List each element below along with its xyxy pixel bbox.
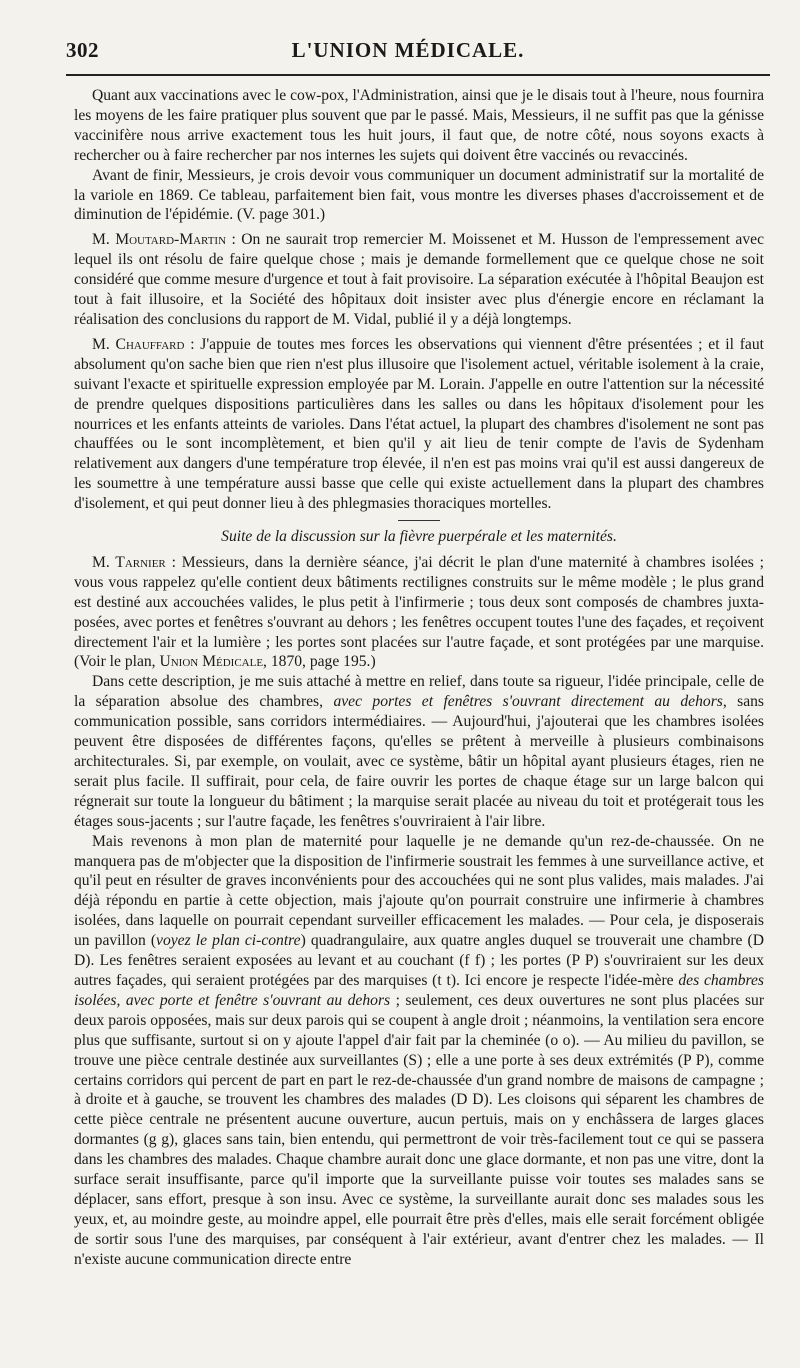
- emphasis-text: voyez le plan ci-contre: [156, 932, 301, 950]
- running-title: L'UNION MÉDICALE.: [291, 38, 525, 62]
- emphasis-text: des chambres isolées, avec porte et fenêtre s'ouvrant au dehors: [74, 971, 764, 1009]
- paragraph-maternity-plan: [74, 832, 764, 1270]
- section-heading: Suite de la discussion sur la fièvre puerpérale et les maternités.: [221, 528, 617, 546]
- paragraph-text: : Messieurs, dans la dernière séance, j'ai décrit le plan d'une maternité à chambres isolées ; vous vous rappelez qu'elle contient deux bâtiments rectilignes construits sur le même modèle ; le plus grand est destiné aux accouchées valides, le plus petit à l'infirmerie ; tous deux sont composés de chambres juxta-posées, avec portes et fenêtres s'ouvrant au dehors ; les fenêtres occupent toutes l'une des façades, et reçoivent directement l'air et la lumière ; les portes sont placées sur l'autre façade, et sont protégées par une marquise. (Voir le plan,: [74, 553, 764, 671]
- emphasis-text: avec portes et fenêtres s'ouvrant directement au dehors: [333, 693, 723, 711]
- paragraph-text: ) quadrangulaire, aux quatre angles duquel se trouverait une chambre (D D). Les fenêtres seraient exposées au levant et au couchant (f f) ; les portes (P P) s'ouvriraient sur les deux autres façades, qui seraient protégées par des marquises (t t). Ici encore je respecte l'idée-mère: [74, 932, 764, 989]
- paragraph-text: : J'appuie de toutes mes forces les observations qui viennent d'être présentées ; et il faut absolument qu'on sache bien que rien n'est plus illusoire que l'isolement actuel, véritable isolement à la craie, suivant l'exacte et spirituelle expression employée par M. Lorain. J'appelle en outre l'attention sur la nécessité de prendre quelques dispositions particulières dans les salles ou dans les hôpitaux d'isolement pour les nourrices et les enfants atteints de varioles. Dans l'état actuel, la plupart des chambres d'isolement ne sont pas chauffées ou le sont incomplètement, et bien qu'il y ait lieu de tenir compte de l'avis de Sydenham relativement aux dangers d'une température trop élevée, il n'en est pas moins vrai qu'il est aussi dangereux de les soumettre à une température aussi basse que celle qui existe actuellement dans la plupart des chambres d'isolement, et qui peut donner lieu à des phlegmasies thoraciques mortelles.: [74, 335, 764, 513]
- paragraph-text: , 1870, page 195.): [263, 653, 376, 671]
- speaker-name: M. Tarnier: [92, 553, 166, 571]
- section-divider: [398, 520, 440, 521]
- paragraph-text: ; seulement, ces deux ouvertures ne sont plus placées sur deux parois opposées, mais sur deux parois qui se coupent à angle droit ; néanmoins, la ventilation sera encore plus que suffisante, surtout si on y ajoute l'appel d'air fait par la cheminée (o o). — Au milieu du pavillon, se trouve une pièce centrale destinée aux surveillantes (S) ; elle a une porte à ses deux extrémités (P P), comme certains corridors qui percent de part en part le rez-de-chaussée d'un grand nombre de maisons de campagne ; à droite et à gauche, se trouvent les chambres des malades (D D). Les cloisons qui séparent les chambres de cette pièce centrale ne présentent aucune ouverture, aucun pertuis, mais on y enchâssera de larges glaces dormantes (g g), glaces sans tain, bien entendu, qui permettront de voir très-facilement tout ce qui se passera dans les chambres des malades. Chaque chambre aurait donc une glace dormante, et non pas une vitre, dont la surface serait insuffisante, parce qu'il importe que la surveillante puisse voir toutes ses malades sans se déplacer, sans effort, presque à son insu. Avec ce système, la surveillante aurait donc ses malades sous les yeux, et, au moindre geste, au moindre appel, elle pourrait être près d'elles, mais elle serait forcément obligée de sortir sous l'une des marquises, par conséquent à l'air extérieur, avant d'entrer chez les malades. — Il n'existe aucune communication directe entre: [74, 991, 765, 1268]
- paragraph-vaccinations: Quant aux vaccinations avec le cow-pox, l'Administration, ainsi que je le disais tout à l'heure, nous fournira les moyens de les faire pratiquer plus souvent que par le passé. Mais, Messieurs, il ne suffit pas que la génisse vaccinifère nous arrive exactement tous les huit jours, il faut que, de notre côté, nous soyons exacts à rechercher ou à faire rechercher par nos internes les sujets qui doivent être vaccinés ou revaccinés.: [74, 87, 764, 164]
- paragraph-text: Dans cette description, je me suis attaché à mettre en relief, dans toute sa rigueur, l'idée principale, celle de la séparation absolue des chambres,: [74, 673, 764, 711]
- speaker-name: M. Moutard-Martin: [92, 231, 227, 249]
- page-number: 302: [66, 38, 99, 62]
- paragraph-chauffard: [74, 335, 764, 514]
- paragraph-moutard-martin: [74, 230, 764, 330]
- header-rule: [66, 74, 770, 76]
- speaker-name: M. Chauffard: [92, 335, 185, 353]
- article-body: [74, 86, 764, 1270]
- paragraph-text: , sans communication possible, sans corridors intermédiaires. — Aujourd'hui, j'ajouterai que les chambres isolées peuvent être disposées de différentes façons, qu'elles se prêtent à merveille à plusieurs combinaisons architecturales. Si, par exemple, on voulait, avec ce système, bâtir un hôpital ayant plusieurs étages, rien ne serait plus facile. Il suffirait, pour cela, de faire ouvrir les portes de chaque étage sur un large balcon qui régnerait sur toute la longueur du bâtiment ; la marquise serait placée au niveau du toit et protégerait tous les étages sous-jacents ; sur l'autre façade, les fenêtres s'ouvriraient à l'air libre.: [74, 693, 765, 830]
- paragraph-text: Mais revenons à mon plan de maternité pour laquelle je ne demande qu'un rez-de-chaussée. On ne manquera pas de m'objecter que la disposition de l'infirmerie soustrait les femmes à une surveillance active, et qu'il peut en résulter de graves inconvénients pour des accouchées qui ne sont plus valides, mais malades. J'ai déjà répondu en partie à cette objection, mais j'ajoute qu'on pourrait construire une infirmerie à chambres isolées, dans laquelle on pourrait cependant surveiller efficacement les malades. — Pour cela, je disposerais un pavillon (: [74, 832, 764, 950]
- page-header: [66, 36, 750, 70]
- paragraph-text: : On ne saurait trop remercier M. Moissenet et M. Husson de l'empressement avec lequel ils ont résolu de faire quelque chose ; mais je demande formellement que ce quelque chose ne soit considéré que comme mesure d'urgence et tout à fait provisoire. La séparation exécutée à l'hôpital Beaujon est tout à fait illusoire, et la Société des hôpitaux doit insister avec plus d'énergie encore en réclamant la réalisation des conclusions du rapport de M. Vidal, publié il y a déjà longtemps.: [74, 231, 764, 328]
- paragraph-description: [74, 672, 764, 831]
- paragraph-mortality-table: Avant de finir, Messieurs, je crois devoir vous communiquer un document administratif sur la mortalité de la variole en 1869. Ce tableau, parfaitement bien fait, vous montre les diverses phases d'accroissement et de diminution de l'épidémie. (V. page 301.): [74, 166, 764, 224]
- journal-reference: Union Médicale: [159, 653, 264, 671]
- paragraph-tarnier: [74, 553, 764, 672]
